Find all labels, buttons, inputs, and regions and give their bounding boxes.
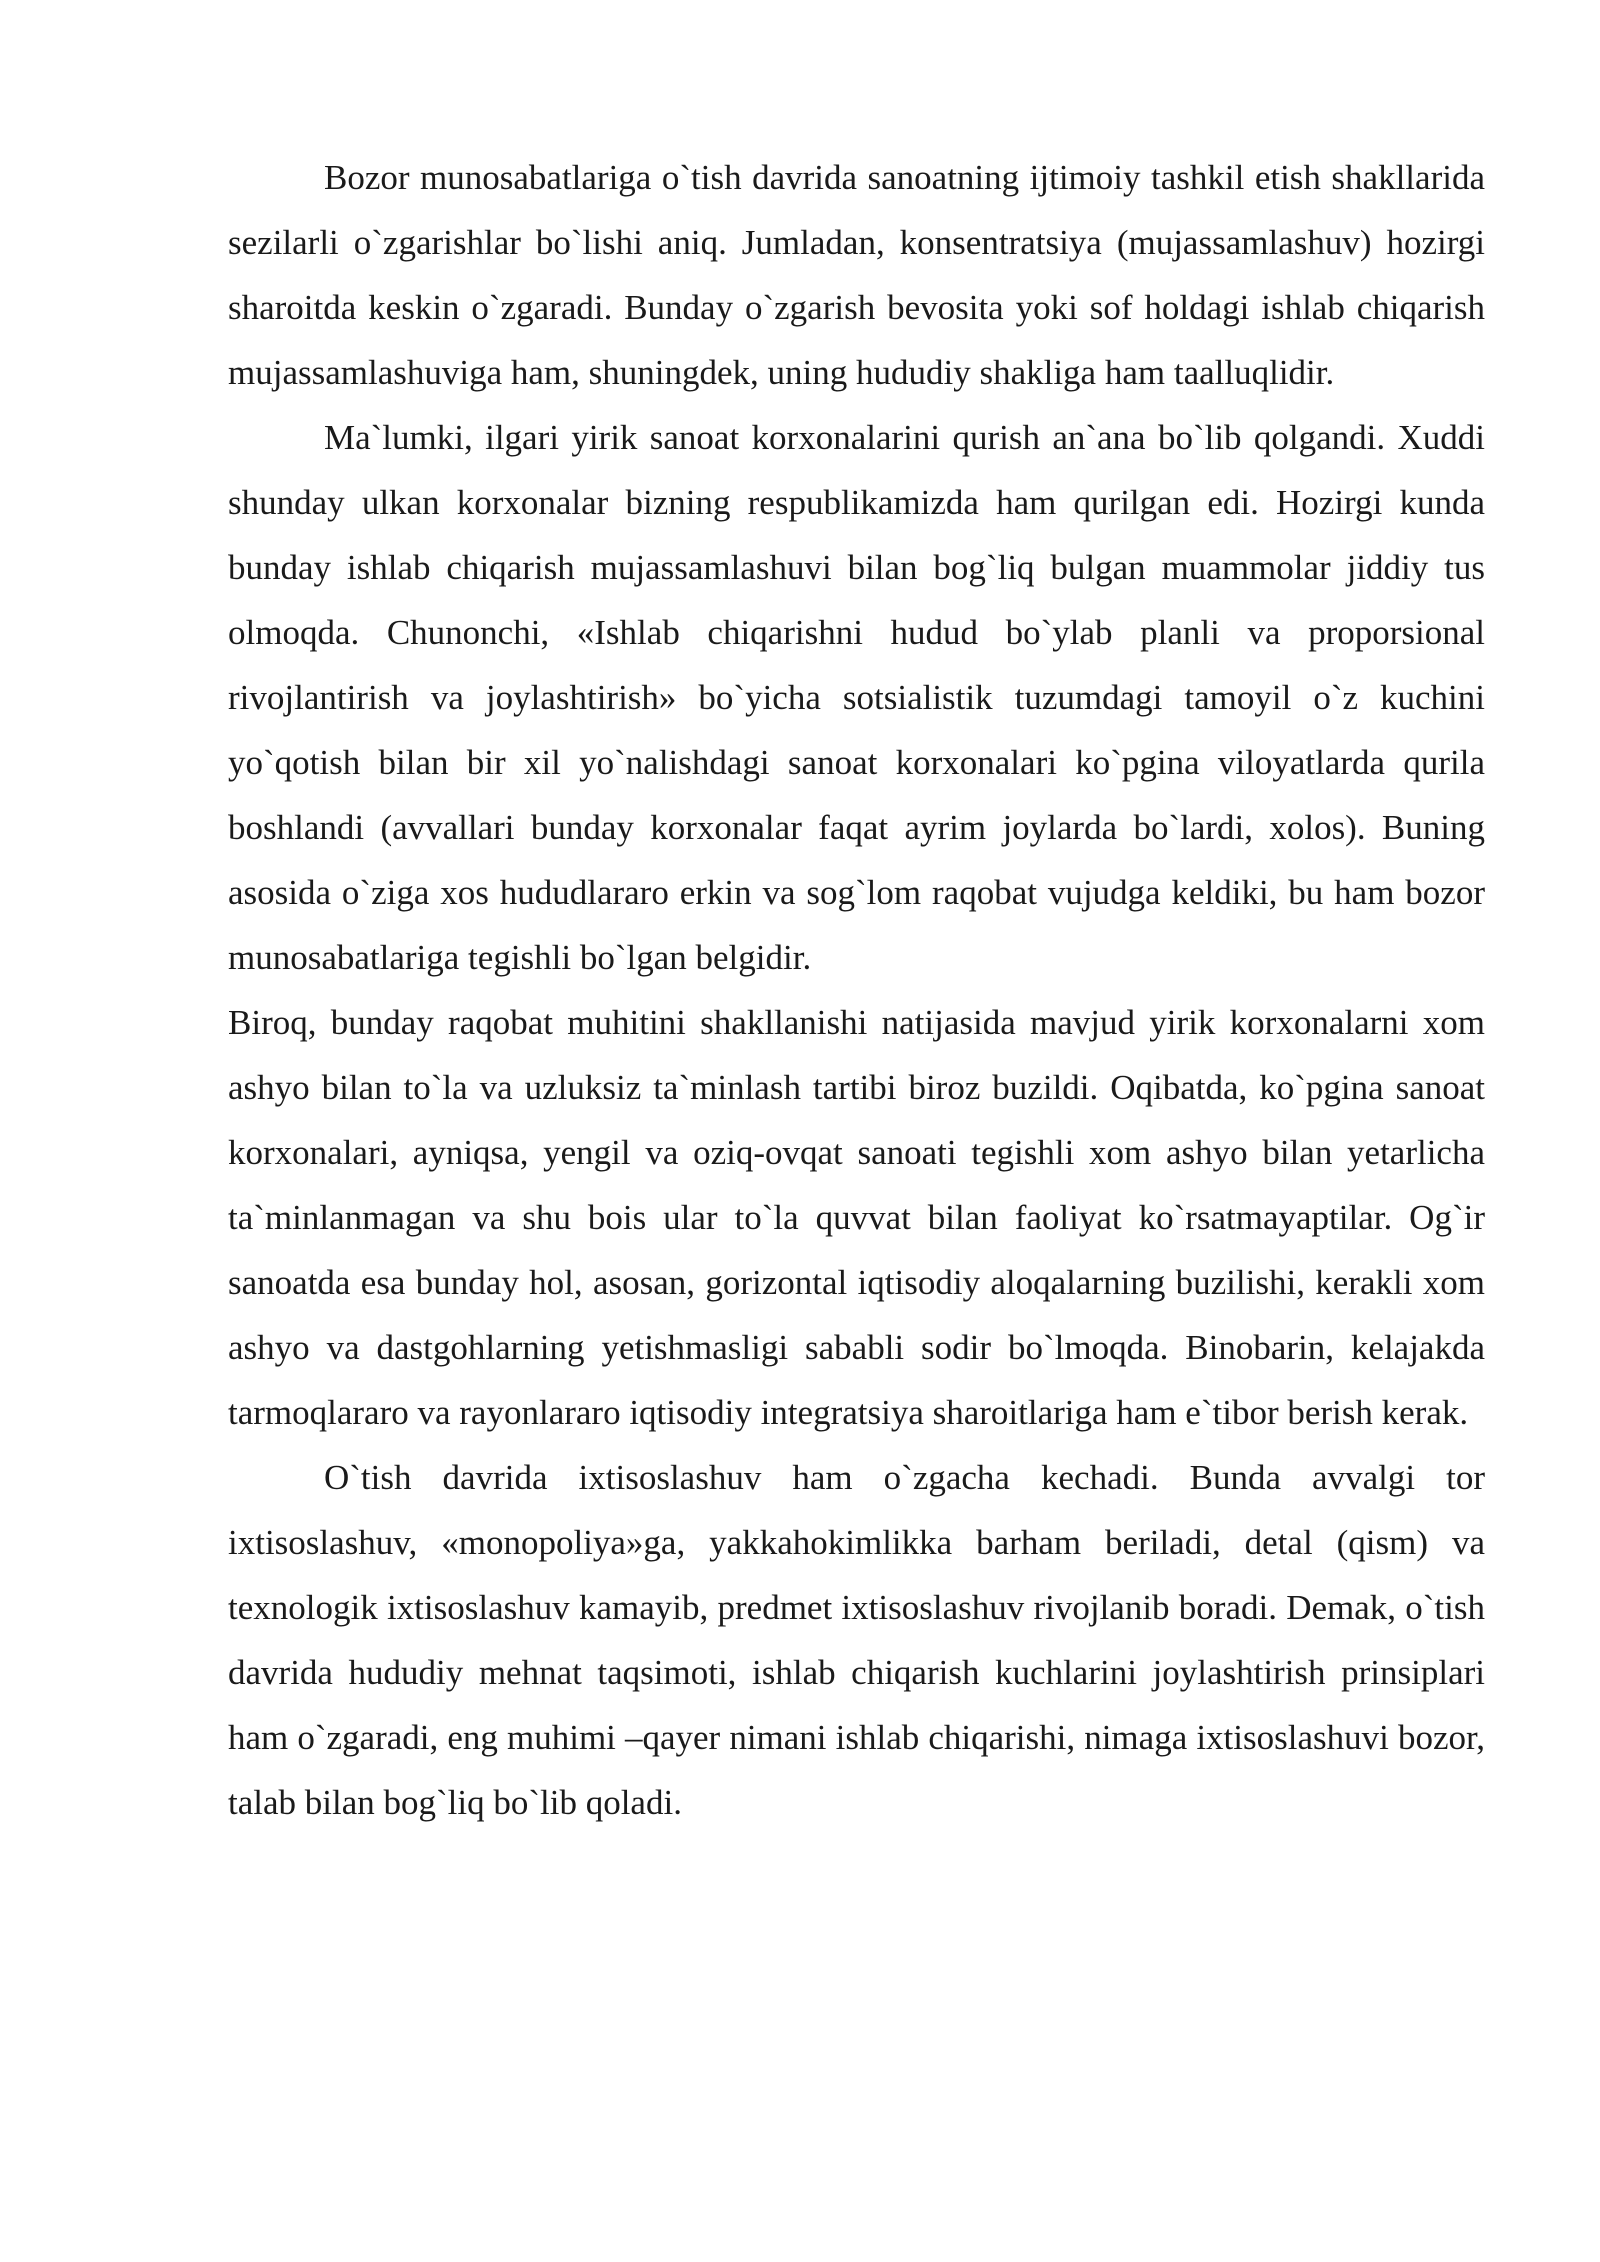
- paragraph-1: Bozor munosabatlariga o`tish davrida sanoatning ijtimoiy tashkil etish shakllarida sezilarli o`zgarishlar bo`lishi aniq. Jumladan, konsentratsiya (mujassamlashuv) hozirgi sharoitda keskin o`zgaradi. Bunday o`zgarish bevosita yoki sof holdagi ishlab chiqarish mujassamlashuviga ham, shuningdek, uning hududiy shakliga ham taalluqlidir.: [228, 158, 1485, 392]
- document-body: [228, 145, 1485, 1835]
- paragraph-3: Biroq, bunday raqobat muhitini shakllanishi natijasida mavjud yirik korxonalarni xom ashyo bilan to`la va uzluksiz ta`minlash tartibi biroz buzildi. Oqibatda, ko`pgina sanoat korxonalari, ayniqsa, yengil va oziq-ovqat sanoati tegishli xom ashyo bilan yetarlicha ta`minlanmagan va shu bois ular to`la quvvat bilan faoliyat ko`rsatmayaptilar. Og`ir sanoatda esa bunday hol, asosan, gorizontal iqtisodiy aloqalarning buzilishi, kerakli xom ashyo va dastgohlarning yetishmasligi sababli sodir bo`lmoqda. Binobarin, kelajakda tarmoqlararo va rayonlararo iqtisodiy integratsiya sharoitlariga ham e`tibor berish kerak.: [228, 1003, 1485, 1432]
- paragraph-2: Ma`lumki, ilgari yirik sanoat korxonalarini qurish an`ana bo`lib qolgandi. Xuddi shunday ulkan korxonalar bizning respublikamizda ham qurilgan edi. Hozirgi kunda bunday ishlab chiqarish mujassamlashuvi bilan bog`liq bulgan muammolar jiddiy tus olmoqda. Chunonchi, «Ishlab chiqarishni hudud bo`ylab planli va proporsional rivojlantirish va joylashtirish» bo`yicha sotsialistik tuzumdagi tamoyil o`z kuchini yo`qotish bilan bir xil yo`nalishdagi sanoat korxonalari ko`pgina viloyatlarda qurila boshlandi (avvallari bunday korxonalar faqat ayrim joylarda bo`lardi, xolos). Buning asosida o`ziga xos hududlararo erkin va sog`lom raqobat vujudga keldiki, bu ham bozor munosabatlariga tegishli bo`lgan belgidir.: [228, 418, 1485, 977]
- paragraph-4: O`tish davrida ixtisoslashuv ham o`zgacha kechadi. Bunda avvalgi tor ixtisoslashuv, «monopoliya»ga, yakkahokimlikka barham beriladi, detal (qism) va texnologik ixtisoslashuv kamayib, predmet ixtisoslashuv rivojlanib boradi. Demak, o`tish davrida hududiy mehnat taqsimoti, ishlab chiqarish kuchlarini joylashtirish prinsiplari ham o`zgaradi, eng muhimi –qayer nimani ishlab chiqarishi, nimaga ixtisoslashuvi bozor, talab bilan bog`liq bo`lib qoladi.: [228, 1458, 1485, 1822]
